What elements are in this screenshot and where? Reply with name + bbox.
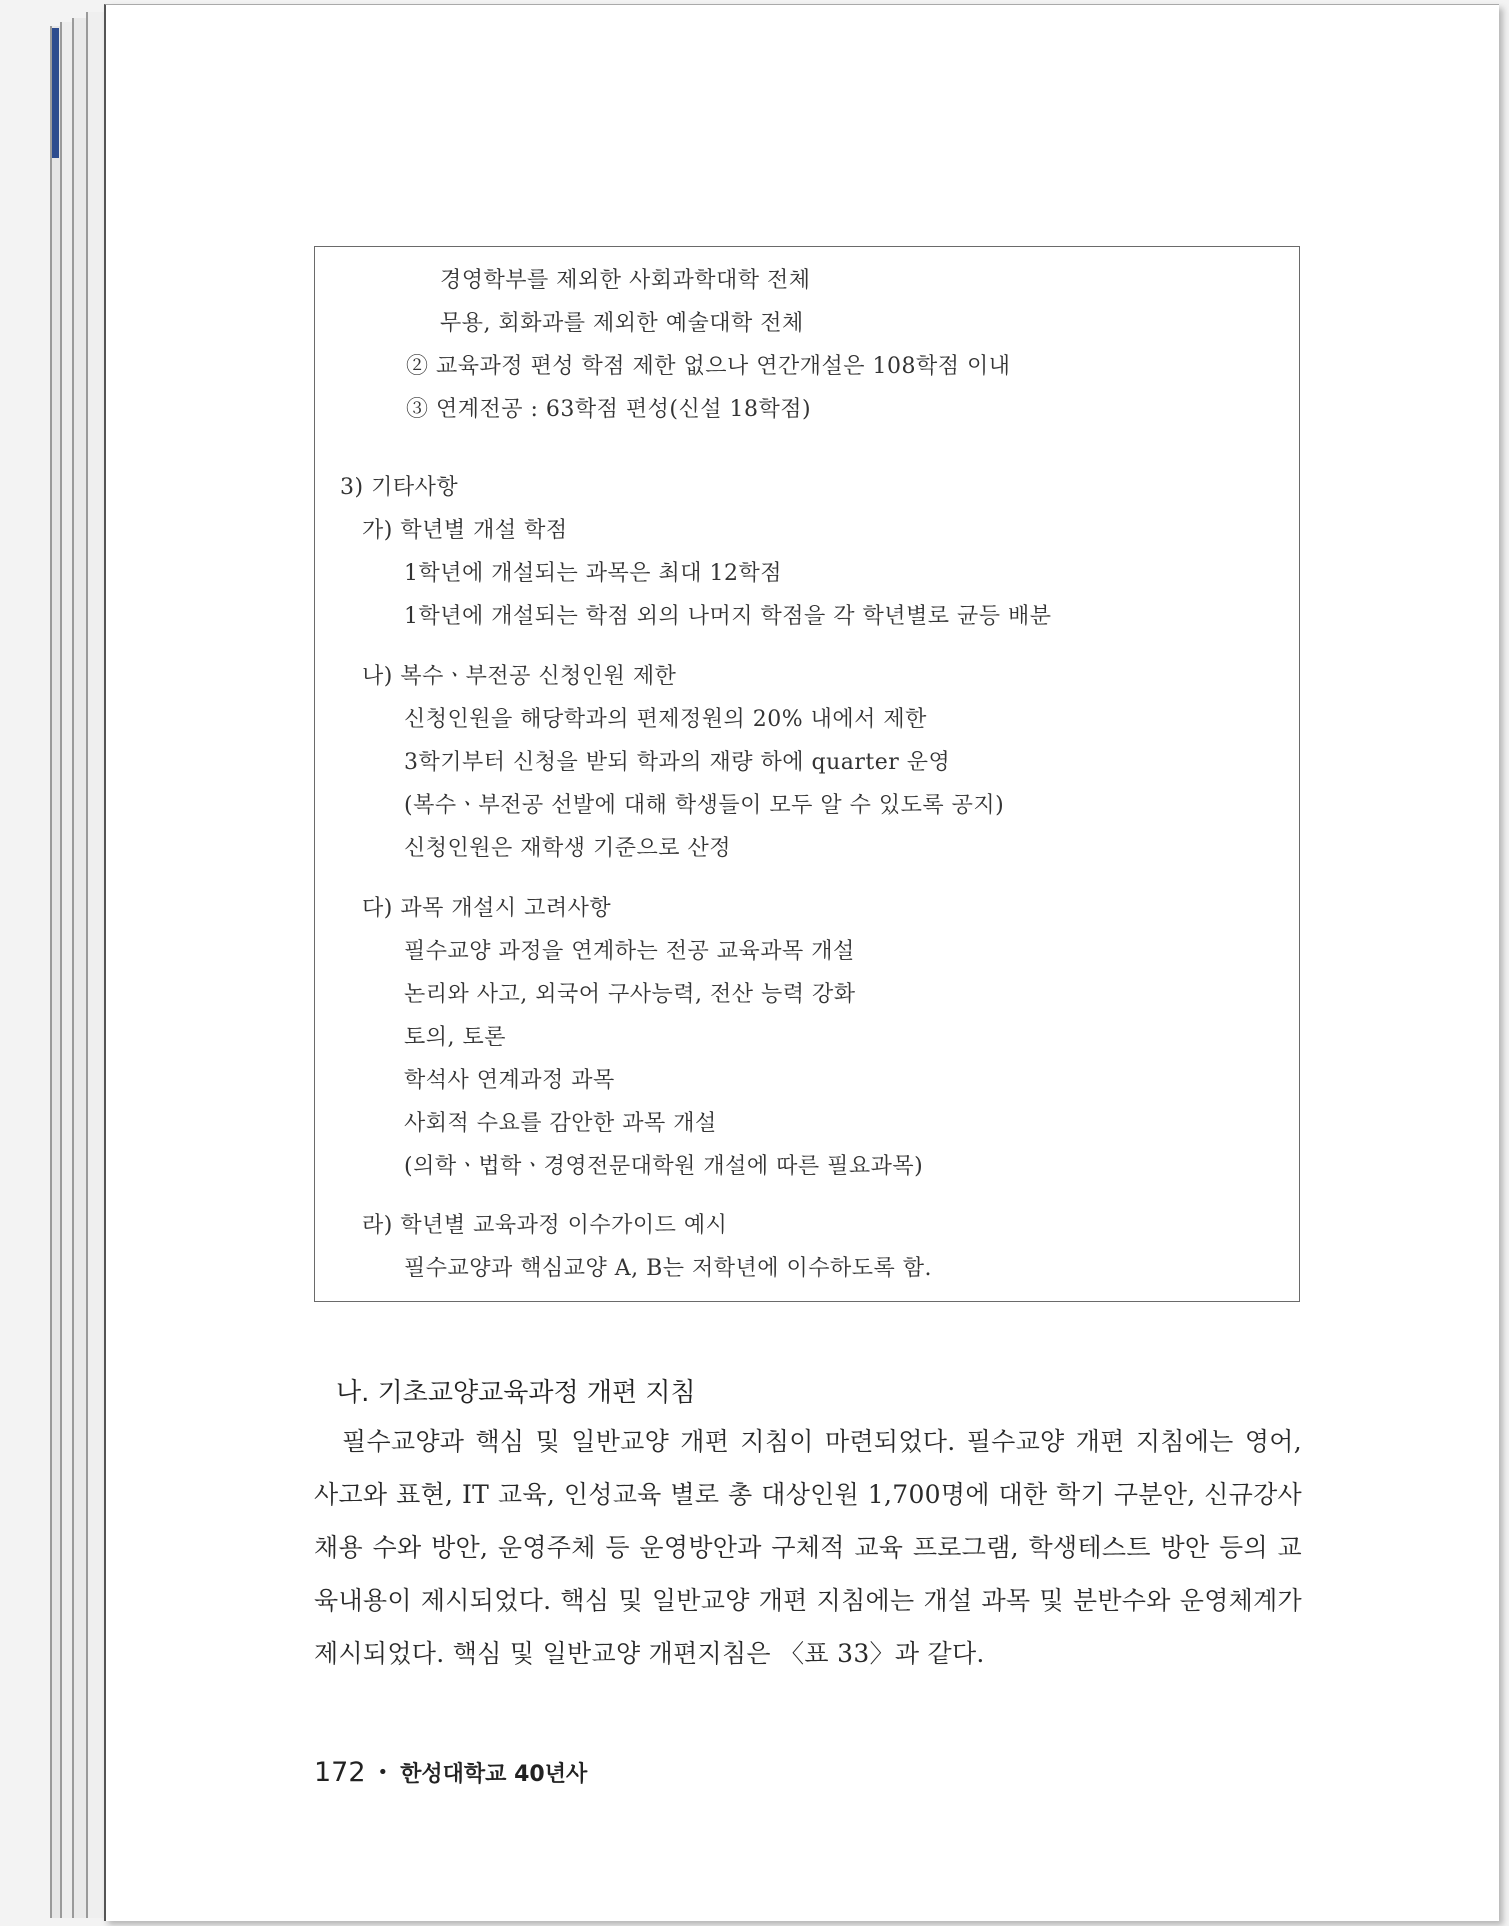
box-line: 라) 학년별 교육과정 이수가이드 예시 [362, 1213, 728, 1238]
box-line: 학석사 연계과정 과목 [404, 1068, 615, 1093]
box-line: 사회적 수요를 감안한 과목 개설 [404, 1111, 717, 1136]
box-line: (복수ㆍ부전공 선발에 대해 학생들이 모두 알 수 있도록 공지) [404, 793, 1005, 818]
box-line: 경영학부를 제외한 사회과학대학 전체 [440, 268, 811, 293]
box-line: 논리와 사고, 외국어 구사능력, 전산 능력 강화 [404, 982, 856, 1007]
box-line: 나) 복수ㆍ부전공 신청인원 제한 [362, 664, 677, 689]
page-footer [314, 1757, 587, 1788]
box-line: 가) 학년별 개설 학점 [362, 518, 568, 543]
book-title: 한성대학교 40년사 [400, 1762, 588, 1787]
page-number: 172 [314, 1757, 366, 1788]
box-line: 3) 기타사항 [340, 475, 459, 500]
box-line: 다) 과목 개설시 고려사항 [362, 896, 612, 921]
box-line: 토의, 토론 [404, 1025, 506, 1050]
box-line: 무용, 회화과를 제외한 예술대학 전체 [440, 311, 804, 336]
box-line: 신청인원을 해당학과의 편제정원의 20% 내에서 제한 [404, 707, 927, 732]
box-line: 1학년에 개설되는 과목은 최대 12학점 [404, 561, 782, 586]
body-paragraph [314, 1415, 1302, 1680]
box-line: ② 교육과정 편성 학점 제한 없으나 연간개설은 108학점 이내 [406, 354, 1011, 379]
book-spine-stripe [52, 28, 59, 158]
box-line: 필수교양과 핵심교양 A, B는 저학년에 이수하도록 함. [404, 1256, 933, 1281]
section-heading: 나. 기초교양교육과정 개편 지침 [336, 1378, 696, 1408]
footer-bullet: • [377, 1762, 389, 1783]
box-line: 1학년에 개설되는 학점 외의 나머지 학점을 각 학년별로 균등 배분 [404, 604, 1052, 629]
box-line: 필수교양 과정을 연계하는 전공 교육과목 개설 [404, 939, 855, 964]
box-line: 신청인원은 재학생 기준으로 산정 [404, 836, 732, 861]
box-line: (의학ㆍ법학ㆍ경영전문대학원 개설에 따른 필요과목) [404, 1154, 924, 1179]
body-paragraph-text: 필수교양과 핵심 및 일반교양 개편 지침이 마련되었다. 필수교양 개편 지침에는 영어, 사고와 표현, IT 교육, 인성교육 별로 총 대상인원 1,700명에 대한 학기 구분안, 신규강사 채용 수와 방안, 운영주체 등 운영방안과 구체적 교육 프로그램, 학생테스트 방안 등의 교육내용이 제시되었다. 핵심 및 일반교양 개편 지침에는 개설 과목 및 분반수와 운영체계가 제시되었다. 핵심 및 일반교양 개편지침은 〈표 33〉과 같다. [314, 1427, 1302, 1668]
box-line: ③ 연계전공 : 63학점 편성(신설 18학점) [406, 397, 812, 422]
box-line: 3학기부터 신청을 받되 학과의 재량 하에 quarter 운영 [404, 750, 951, 775]
